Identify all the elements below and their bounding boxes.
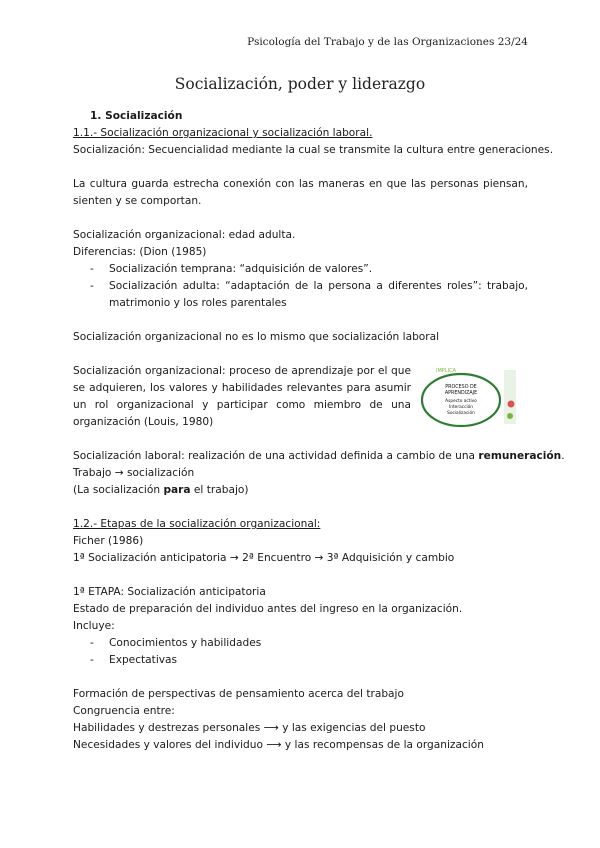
laboral-definition xyxy=(73,448,565,465)
work-socialization: Trabajo → socialización xyxy=(73,467,195,479)
para-bold: para xyxy=(163,484,191,496)
page-header: Psicología del Trabajo y de las Organizaciones 23/24 xyxy=(247,36,528,48)
list-item: - Socialización adulta: “adaptación de la persona a diferentes roles”: trabajo, matrimonio y los roles parentales xyxy=(73,278,528,312)
bullet-adult-socialization: Socialización adulta: “adaptación de la persona a diferentes roles”: trabajo, matrimonio y los roles parentales xyxy=(109,280,528,309)
culture-paragraph: La cultura guarda estrecha conexión con las maneras en que las personas piensan, sienten y se comportan. xyxy=(73,178,528,207)
diagram-line-1: PROCESO DE xyxy=(445,385,477,390)
diagram-line-4: Interacción xyxy=(449,405,473,410)
para-prefix: (La socialización xyxy=(73,484,164,496)
diagram-line-3: Aspecto activo xyxy=(445,399,477,404)
differences-text: Diferencias: (Dion (1985) xyxy=(73,246,207,258)
congruence-skills: Habilidades y destrezas personales ⟶ y las exigencias del puesto xyxy=(73,722,426,734)
include-expectations: Expectativas xyxy=(109,654,178,666)
congruence-label: Congruencia entre: xyxy=(73,705,175,717)
document-title: Socialización, poder y liderazgo xyxy=(174,75,426,93)
laboral-text: Socialización laboral: realización de una actividad definida a cambio de una xyxy=(73,450,479,462)
bullet-early-socialization: Socialización temprana: “adquisición de valores”. xyxy=(109,263,373,275)
para-note xyxy=(73,482,528,499)
includes-label: Incluye: xyxy=(73,620,115,632)
section-heading: 1. Socialización xyxy=(90,110,183,122)
subsection-heading-1-2: 1.2.- Etapas de la socialización organizacional: xyxy=(73,518,321,530)
congruence-needs: Necesidades y valores del individuo ⟶ y las recompensas de la organización xyxy=(73,739,484,751)
socialization-definition: Socialización: Secuencialidad mediante la cual se transmite la cultura entre generaciones. xyxy=(73,144,554,156)
org-process-paragraph: Socialización organizacional: proceso de aprendizaje por el que se adquieren, los valores y habilidades relevantes para asumir un rol organizacional y participar como miembro de una organización (Louis, 1980) xyxy=(73,365,411,428)
subsection-heading-1-1: 1.1.- Socialización organizacional y socialización laboral. xyxy=(73,127,373,139)
stages-sequence: 1ª Socialización anticipatoria → 2ª Encuentro → 3ª Adquisición y cambio xyxy=(73,552,455,564)
document-body xyxy=(73,108,565,754)
laboral-bold-text: remuneración xyxy=(478,450,562,462)
laboral-suffix: . xyxy=(561,450,565,462)
diagram-dot-icon xyxy=(508,401,515,408)
diagram-line-2: APRENDIZAJE xyxy=(444,391,478,396)
author-citation: Ficher (1986) xyxy=(73,535,144,547)
learning-process-diagram xyxy=(418,364,516,428)
stage1-definition: Estado de preparación del individuo antes del ingreso en la organización. xyxy=(73,603,463,615)
para-suffix: el trabajo) xyxy=(190,484,249,496)
stage1-title: 1ª ETAPA: Socialización anticipatoria xyxy=(73,586,266,598)
list-item: - Expectativas xyxy=(73,652,528,669)
diagram-tag: IMPLICA xyxy=(436,368,456,374)
include-knowledge: Conocimientos y habilidades xyxy=(109,637,262,649)
formation-text: Formación de perspectivas de pensamiento acerca del trabajo xyxy=(73,688,404,700)
org-process-block xyxy=(73,363,528,431)
diagram-line-5: Socialización xyxy=(447,411,475,416)
org-adult-text: Socialización organizacional: edad adulta. xyxy=(73,229,296,241)
list-item: - Conocimientos y habilidades xyxy=(73,635,528,652)
not-same-text: Socialización organizacional no es lo mismo que socialización laboral xyxy=(73,331,440,343)
list-item: - Socialización temprana: “adquisición de valores”. xyxy=(73,261,528,278)
